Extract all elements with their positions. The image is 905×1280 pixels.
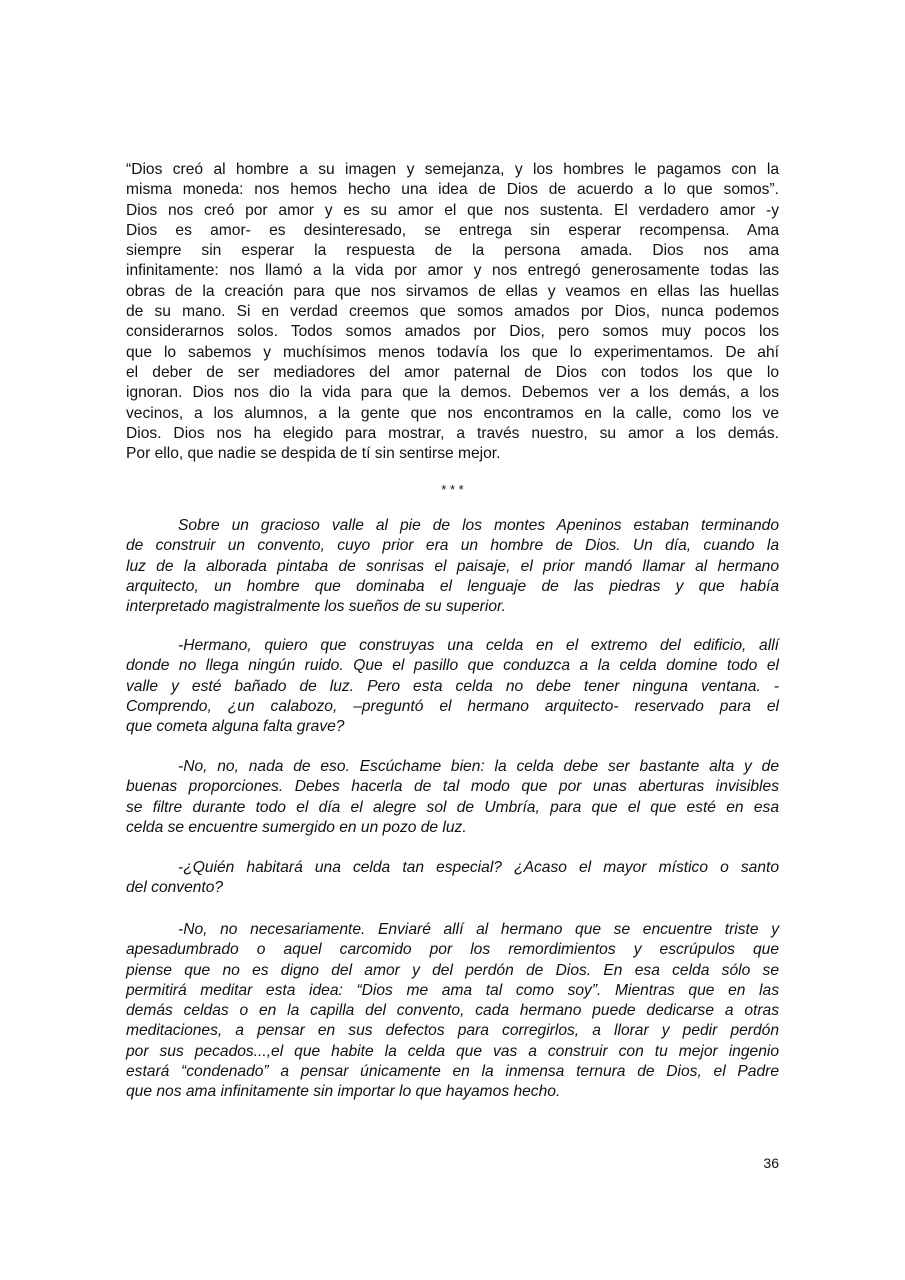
text-line: apesadumbrado o aquel carcomido por los remordimientos y escrúpulos que bbox=[126, 941, 779, 959]
text-line: misma moneda: nos hemos hecho una idea de Dios de acuerdo a lo que somos”. bbox=[126, 181, 779, 199]
text-line: ignoran. Dios nos dio la vida para que la demos. Debemos ver a los demás, a los bbox=[126, 384, 779, 402]
text-line: luz de la alborada pintaba de sonrisas el paisaje, el prior mandó llamar al hermano bbox=[126, 557, 779, 575]
text-line: Dios es amor- es desinteresado, se entrega sin esperar recompensa. Ama bbox=[126, 221, 779, 239]
page-number: 36 bbox=[763, 1155, 779, 1171]
paragraph-dialogue-4 bbox=[126, 920, 779, 1103]
text-line: demás celdas o en la capilla del convento, cada hermano puede dedicarse a otras bbox=[126, 1002, 779, 1020]
text-line: arquitecto, un hombre que dominaba el lenguaje de las piedras y que había bbox=[126, 577, 779, 595]
paragraph-dialogue-2 bbox=[126, 757, 779, 838]
text-line: que cometa alguna falta grave? bbox=[126, 718, 345, 736]
text-line: buenas proporciones. Debes hacerla de tal modo que por unas aberturas invisibles bbox=[126, 778, 779, 796]
text-line: -Hermano, quiero que construyas una celda en el extremo del edificio, allí bbox=[178, 637, 779, 654]
text-line: Por ello, que nadie se despida de tí sin sentirse mejor. bbox=[126, 445, 501, 463]
text-line: permitirá meditar esta idea: “Dios me ama tal como soy”. Mientras que en las bbox=[126, 981, 779, 999]
text-line: del convento? bbox=[126, 879, 224, 897]
text-line: interpretado magistralmente los sueños de su superior. bbox=[126, 598, 506, 616]
text-line: estará “condenado” a pensar únicamente en la inmensa ternura de Dios, el Padre bbox=[126, 1063, 779, 1081]
text-line: donde no llega ningún ruido. Que el pasillo que conduzca a la celda domine todo el bbox=[126, 657, 779, 675]
text-line: el deber de ser mediadores del amor paternal de Dios con todos los que lo bbox=[126, 363, 779, 381]
text-line: siempre sin esperar la respuesta de la persona amada. Dios nos ama bbox=[126, 242, 779, 260]
section-separator: * * * bbox=[441, 482, 464, 497]
text-line: considerarnos solos. Todos somos amados por Dios, pero somos muy pocos los bbox=[126, 323, 779, 341]
text-line: -¿Quién habitará una celda tan especial? ¿Acaso el mayor místico o santo bbox=[178, 859, 779, 876]
text-line: Comprendo, ¿un calabozo, –preguntó el hermano arquitecto- reservado para el bbox=[126, 697, 779, 715]
text-line: -No, no necesariamente. Enviaré allí al hermano que se encuentre triste y bbox=[178, 921, 779, 938]
text-line: -No, no, nada de eso. Escúchame bien: la celda debe ser bastante alta y de bbox=[178, 758, 779, 775]
text-line: “Dios creó al hombre a su imagen y semejanza, y los hombres le pagamos con la bbox=[126, 161, 779, 178]
text-line: vecinos, a los alumnos, a la gente que nos encontramos en la calle, como los ve bbox=[126, 404, 779, 422]
text-line: obras de la creación para que nos sirvamos de ellas y veamos en ellas las huellas bbox=[126, 282, 779, 300]
text-line: valle y esté bañado de luz. Pero esta celda no debe tener ninguna ventana. - bbox=[126, 677, 779, 695]
text-line: se filtre durante todo el día el alegre sol de Umbría, para que el que esté en esa bbox=[126, 798, 779, 816]
text-line: piense que no es digno del amor y del perdón de Dios. En esa celda sólo se bbox=[126, 961, 779, 979]
text-line: que lo sabemos y muchísimos menos todavía los que lo experimentamos. De ahí bbox=[126, 343, 779, 361]
paragraph-story-opening bbox=[126, 516, 779, 617]
text-line: Dios nos creó por amor y es su amor el que nos sustenta. El verdadero amor -y bbox=[126, 201, 779, 219]
paragraph-dialogue-1 bbox=[126, 636, 779, 737]
text-line: meditaciones, a pensar en sus defectos para corregirlos, a llorar y pedir perdón bbox=[126, 1022, 779, 1040]
text-line: que nos ama infinitamente sin importar lo que hayamos hecho. bbox=[126, 1083, 561, 1101]
text-line: celda se encuentre sumergido en un pozo de luz. bbox=[126, 818, 467, 836]
paragraph-dialogue-3 bbox=[126, 858, 779, 899]
paragraph-intro bbox=[126, 160, 779, 464]
text-line: por sus pecados...,el que habite la celda que vas a construir con tu mejor ingenio bbox=[126, 1042, 779, 1060]
text-line: infinitamente: nos llamó a la vida por amor y nos entregó generosamente todas las bbox=[126, 262, 779, 280]
text-line: de construir un convento, cuyo prior era un hombre de Dios. Un día, cuando la bbox=[126, 537, 779, 555]
text-line: de su mano. Si en verdad creemos que somos amados por Dios, nunca podemos bbox=[126, 303, 779, 321]
text-line: Sobre un gracioso valle al pie de los montes Apeninos estaban terminando bbox=[178, 517, 779, 534]
text-line: Dios. Dios nos ha elegido para mostrar, a través nuestro, su amor a los demás. bbox=[126, 424, 779, 442]
